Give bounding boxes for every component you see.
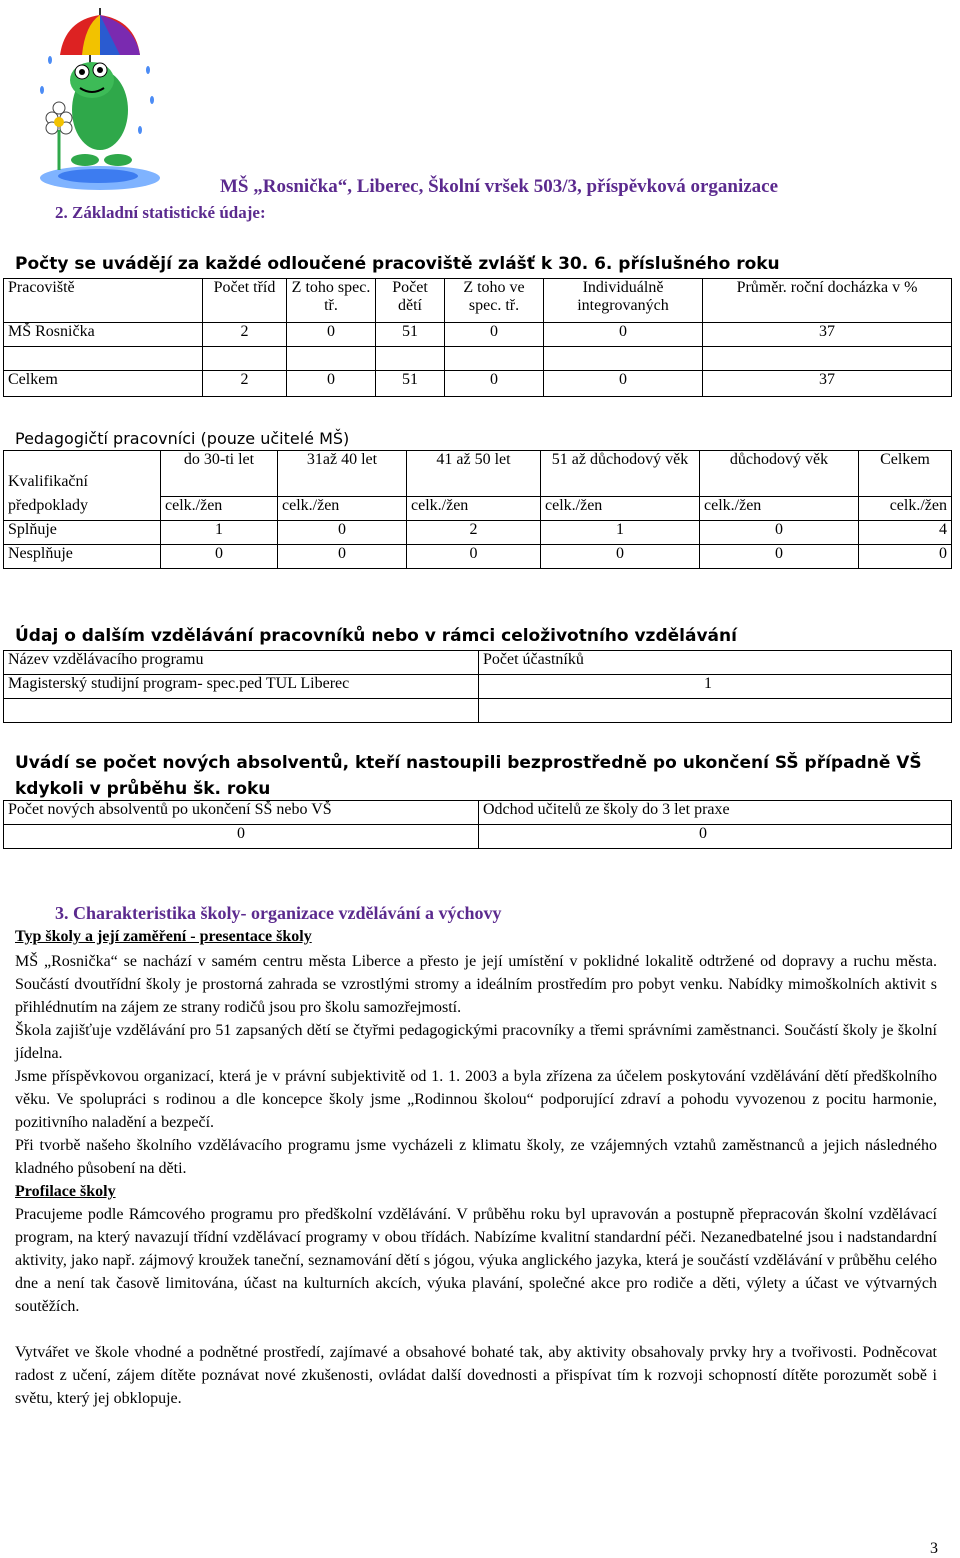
paragraph: Jsme příspěvkovou organizací, která je v právní subjektivitě od 1. 1. 2003 a byla zřízena za účelem poskytování vzdělávání dětí předškolního věku. Ve spolupráci s rodinou a dle koncepce školy jsme „Rodinnou školou“ podporující zdraví a pohodu vyvozenou z pocitu harmonie, pozitivního naladění a bezpečí. — [15, 1068, 937, 1131]
cell: 0 — [445, 371, 544, 397]
cell: 37 — [703, 323, 952, 347]
row-label: Celkem — [4, 371, 203, 397]
table-row — [4, 521, 952, 545]
paragraph: MŠ „Rosnička“ se nachází v samém centru města Liberce a přesto je její umístění v poklidné lokalitě odtržené od dopravy a ruchu města. Součástí dvoutřídní školy je prostorná zahrada se vzrostlými stromy a ideálním prostředím pro pobyt venku. Nabídky mimoškolních aktivit s přihlédnutím na zájem ze strany rodičů jsou pro školu samozřejmostí. — [15, 953, 937, 1016]
program-name: Magisterský studijní program- spec.ped TUL Liberec — [4, 675, 479, 699]
col-label: Z toho spec. tř. — [287, 279, 376, 323]
col-header: Název vzdělávacího programu — [4, 651, 479, 675]
col-label: Z toho ve spec. tř. — [445, 279, 544, 323]
cell: 0 — [479, 825, 952, 849]
row-label: Splňuje — [4, 521, 161, 545]
counts-table — [3, 278, 952, 397]
col-header: Počet účastníků — [479, 651, 952, 675]
paragraph: Při tvorbě našeho školního vzdělávacího programu jsme vycházeli z klimatu školy, ze vzájemných vztahů zaměstnanců a jejich následného kladného působení na děti. — [15, 1137, 937, 1177]
cell: 2 — [203, 371, 287, 397]
school-description — [15, 950, 937, 1410]
col-header: Počet nových absolventů po ukončení SŠ nebo VŠ — [4, 801, 479, 825]
col-label: Individuálně integrovaných — [544, 279, 703, 323]
staff-table — [3, 450, 952, 569]
paragraph: Pracujeme podle Rámcového programu pro předškolní vzdělávání. V průběhu roku byl upravován a postupně přepracován školní vzdělávací program, na který navazují třídní vzdělávací programy v obou třídách. Nabízíme kvalitní standardní péči. Nezanedbatelné jsou i nadstandardní aktivity, jako např. zájmový kroužek taneční, seznamování dětí s jógou, výuka anglického jazyka, která je součástí vzdělávání v průběhu celého dne a není tak časově limitována, účast na kulturních akcích, výuka plavání, společné akce pro rodiče a děti, výlety a účast ve výtvarných soutěžích. — [15, 1206, 937, 1315]
cell: 1 — [161, 521, 278, 545]
age-group: 41 až 50 let — [407, 451, 541, 497]
cell: 0 — [278, 545, 407, 569]
cell: 1 — [541, 521, 700, 545]
cell: 0 — [541, 545, 700, 569]
cell: 0 — [544, 323, 703, 347]
age-group: do 30-ti let — [161, 451, 278, 497]
cell: 0 — [161, 545, 278, 569]
profile-subheading: Profilace školy — [15, 1183, 116, 1200]
graduates-table — [3, 800, 952, 849]
cell: 0 — [544, 371, 703, 397]
staff-heading: Pedagogičtí pracovníci (pouze učitelé MŠ) — [15, 429, 350, 448]
counts-header-row — [4, 279, 952, 323]
paragraph: Vytvářet ve škole vhodné a podnětné prostředí, zajímavé a obsahové bohaté tak, aby aktivity obsahovaly prvky hry a tvořivosti. Podněcovat radost z učení, zájem dítěte poznávat nové zkušenosti, ovládat další dovednosti a přispívat tím k rozvoji schopností dítěte porozumět sobě i světu, který jej obklopuje. — [15, 1344, 937, 1407]
cell: 0 — [407, 545, 541, 569]
table-row-empty — [4, 699, 952, 723]
cell: 0 — [278, 521, 407, 545]
col-label: Průměr. roční docházka v % — [703, 279, 952, 323]
education-table — [3, 650, 952, 723]
table-row — [4, 545, 952, 569]
cell: 4 — [859, 521, 952, 545]
education-heading: Údaj o dalším vzdělávání pracovníků nebo v rámci celoživotního vzdělávání — [15, 626, 737, 646]
sub-label: celk./žen — [161, 497, 278, 521]
table-row — [4, 371, 952, 397]
cell: 0 — [700, 521, 859, 545]
cell: 51 — [376, 371, 445, 397]
qualification-label: Kvalifikační předpoklady — [4, 451, 161, 521]
age-group: 51 až důchodový věk — [541, 451, 700, 497]
section-2-heading: 2. Základní statistické údaje: — [55, 203, 266, 222]
age-group: 31až 40 let — [278, 451, 407, 497]
sub-label: celk./žen — [700, 497, 859, 521]
table-row-empty — [4, 347, 952, 371]
paragraph: Škola zajišťuje vzdělávání pro 51 zapsaných dětí se čtyřmi pedagogickými pracovníky a třemi správními zaměstnanci. Součástí školy je školní jídelna. — [15, 1022, 937, 1062]
cell: 37 — [703, 371, 952, 397]
sub-label: celk./žen — [859, 497, 952, 521]
table-row — [4, 323, 952, 347]
sub-label: celk./žen — [407, 497, 541, 521]
cell: 0 — [700, 545, 859, 569]
participant-count: 1 — [479, 675, 952, 699]
counts-heading: Počty se uvádějí za každé odloučené pracoviště zvlášť k 30. 6. příslušného roku — [15, 254, 780, 274]
sub-label: celk./žen — [278, 497, 407, 521]
cell: 2 — [407, 521, 541, 545]
age-group: důchodový věk — [700, 451, 859, 497]
cell: 0 — [287, 371, 376, 397]
row-label: MŠ Rosnička — [4, 323, 203, 347]
cell: 0 — [445, 323, 544, 347]
sub-label: celk./žen — [541, 497, 700, 521]
table-row — [4, 825, 952, 849]
cell: 0 — [287, 323, 376, 347]
cell: 2 — [203, 323, 287, 347]
age-group: Celkem — [859, 451, 952, 497]
col-label: Počet dětí — [376, 279, 445, 323]
col-header: Odchod učitelů ze školy do 3 let praxe — [479, 801, 952, 825]
cell: 0 — [4, 825, 479, 849]
graduates-heading: Uvádí se počet nových absolventů, kteří nastoupili bezprostředně po ukončení SŠ případně VŠ kdykoli v průběhu šk. roku — [15, 753, 922, 799]
rosnicka-frog-logo — [30, 0, 160, 190]
school-type-subheading: Typ školy a její zaměření - presentace školy — [15, 928, 312, 945]
table-row — [4, 675, 952, 699]
col-label: Počet tříd — [203, 279, 287, 323]
page-number: 3 — [930, 1540, 938, 1557]
cell: 51 — [376, 323, 445, 347]
row-label: Nesplňuje — [4, 545, 161, 569]
col-label: Pracoviště — [4, 279, 203, 323]
section-3-heading: 3. Charakteristika školy- organizace vzdělávání a výchovy — [55, 903, 502, 923]
cell: 0 — [859, 545, 952, 569]
school-title: MŠ „Rosnička“, Liberec, Školní vršek 503/3, příspěvková organizace — [220, 176, 779, 197]
